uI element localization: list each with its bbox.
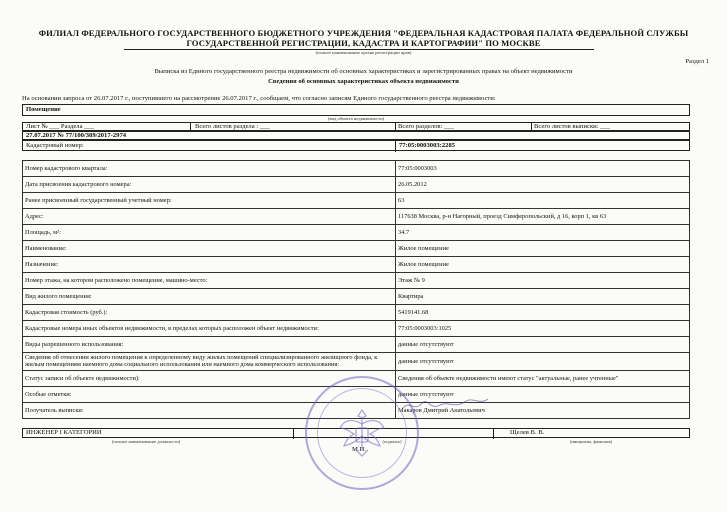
sheet-row bbox=[22, 122, 690, 131]
table-row bbox=[23, 209, 690, 225]
row-label: Вид жилого помещения: bbox=[23, 289, 396, 305]
sheet-list: Лист № ___ Раздела ___ bbox=[26, 123, 95, 130]
table-row bbox=[23, 225, 690, 241]
row-label: Особые отметки: bbox=[23, 386, 396, 402]
cadastral-label: Кадастровый номер: bbox=[26, 142, 84, 149]
object-type: Помещение bbox=[26, 106, 61, 113]
signature-name: Щелев В. В. bbox=[510, 429, 545, 436]
row-value: Сведения об объекте недвижимости имеют статус "актуальные, ранее учтенные" bbox=[396, 370, 690, 386]
table-row bbox=[23, 289, 690, 305]
row-value: 34.7 bbox=[396, 225, 690, 241]
table-row bbox=[23, 305, 690, 321]
sign-caption: (подпись) bbox=[382, 439, 402, 444]
header-caption: (полное наименование органа регистрации прав) bbox=[315, 50, 412, 55]
row-label: Статус записи об объекте недвижимости): bbox=[23, 370, 396, 386]
request-text: На основании запроса от 26.07.2017 г., поступившего на рассмотрение 26.07.2017 г., сообщаем, что согласно записям Единого государственного реестра недвижимости: bbox=[22, 95, 496, 102]
row-label: Виды разрешенного использования: bbox=[23, 337, 396, 353]
row-label: Номер кадастрового квартала: bbox=[23, 161, 396, 177]
record-row bbox=[22, 131, 690, 140]
row-value: данные отсутствуют bbox=[396, 386, 690, 402]
signature-scribble-icon bbox=[400, 395, 490, 415]
row-label: Кадастровые номера иных объектов недвижимости, в пределах которых расположен объект недвижимости: bbox=[23, 321, 396, 337]
row-value: 77:05:0003003 bbox=[396, 161, 690, 177]
row-value: 5419141.68 bbox=[396, 305, 690, 321]
table-row bbox=[23, 321, 690, 337]
row-value: Жилое помещение bbox=[396, 257, 690, 273]
row-label: Кадастровая стоимость (руб.): bbox=[23, 305, 396, 321]
table-row bbox=[23, 337, 690, 353]
sheet-total: Всего листов раздела : ___ bbox=[195, 123, 270, 130]
row-value: Макаров Дмитрий Анатольевич bbox=[396, 402, 690, 418]
row-label: Площадь, м²: bbox=[23, 225, 396, 241]
row-label: Получатель выписки: bbox=[23, 402, 396, 418]
row-label: Ранее присвоенный государственный учетный номер: bbox=[23, 193, 396, 209]
mp-label: М.П. bbox=[352, 446, 366, 453]
table-row bbox=[23, 193, 690, 209]
row-label: Сведения об отнесении жилого помещения к определенному виду жилых помещений специализированного жилищного фонда, к жилым помещениям наемного дома социального использования или наемного дома коммерческого использования: bbox=[23, 353, 396, 371]
cadastral-row bbox=[22, 140, 690, 151]
object-type-caption: (вид объекта недвижимости) bbox=[327, 116, 385, 121]
row-label: Дата присвоения кадастрового номера: bbox=[23, 177, 396, 193]
table-row bbox=[23, 257, 690, 273]
row-label: Назначение: bbox=[23, 257, 396, 273]
table-row bbox=[23, 177, 690, 193]
row-label: Номер этажа, на котором расположено помещение, машино-место: bbox=[23, 273, 396, 289]
row-value: Жилое помещение bbox=[396, 241, 690, 257]
row-value: 77:05:0003003:1025 bbox=[396, 321, 690, 337]
sheet-sections: Всего разделов: ___ bbox=[398, 123, 454, 130]
header-line-2: ГОСУДАРСТВЕННОЙ РЕГИСТРАЦИИ, КАДАСТРА И КАРТОГРАФИИ" ПО МОСКВЕ bbox=[186, 38, 541, 48]
object-type-box bbox=[22, 104, 690, 116]
subtitle-bold: Сведения об основных характеристиках объекта недвижимости bbox=[268, 78, 459, 85]
position-caption: (полное наименование должности) bbox=[111, 439, 181, 444]
divider bbox=[493, 429, 494, 439]
row-label: Наименование: bbox=[23, 241, 396, 257]
record-number: 27.07.2017 № 77/100/389/2017-2974 bbox=[26, 132, 127, 139]
stamp-eagle-icon bbox=[336, 404, 388, 460]
row-value: 117638 Москва, р-н Нагорный, проезд Симферопольский, д 16, корп 1, кв 63 bbox=[396, 209, 690, 225]
row-value: 26.05.2012 bbox=[396, 177, 690, 193]
sheet-statements: Всего листов выписки: ___ bbox=[534, 123, 611, 130]
subtitle: Выписка из Единого государственного реестра недвижимости об основных характеристиках и зарегистрированных правах на объект недвижимости bbox=[154, 68, 573, 75]
name-caption: (инициалы, фамилия) bbox=[569, 439, 613, 444]
divider bbox=[395, 141, 396, 152]
table-row bbox=[23, 353, 690, 371]
table-row bbox=[23, 161, 690, 177]
divider bbox=[293, 429, 294, 439]
row-value: данные отсутствуют bbox=[396, 337, 690, 353]
section-number: Раздел 1 bbox=[685, 58, 709, 65]
cadastral-value: 77:05:0003003:2285 bbox=[399, 142, 456, 149]
row-value: Этаж № 9 bbox=[396, 273, 690, 289]
row-value: 63 bbox=[396, 193, 690, 209]
signature-position: ИНЖЕНЕР I КАТЕГОРИИ bbox=[26, 429, 102, 436]
row-label: Адрес: bbox=[23, 209, 396, 225]
table-row bbox=[23, 241, 690, 257]
row-value: Квартира bbox=[396, 289, 690, 305]
table-row bbox=[23, 273, 690, 289]
header-line-1: ФИЛИАЛ ФЕДЕРАЛЬНОГО ГОСУДАРСТВЕННОГО БЮДЖЕТНОГО УЧРЕЖДЕНИЯ "ФЕДЕРАЛЬНАЯ КАДАСТРОВАЯ ПАЛАТА ФЕДЕРАЛЬНОЙ СЛУЖБЫ bbox=[38, 28, 689, 38]
row-value: данные отсутствуют bbox=[396, 353, 690, 371]
